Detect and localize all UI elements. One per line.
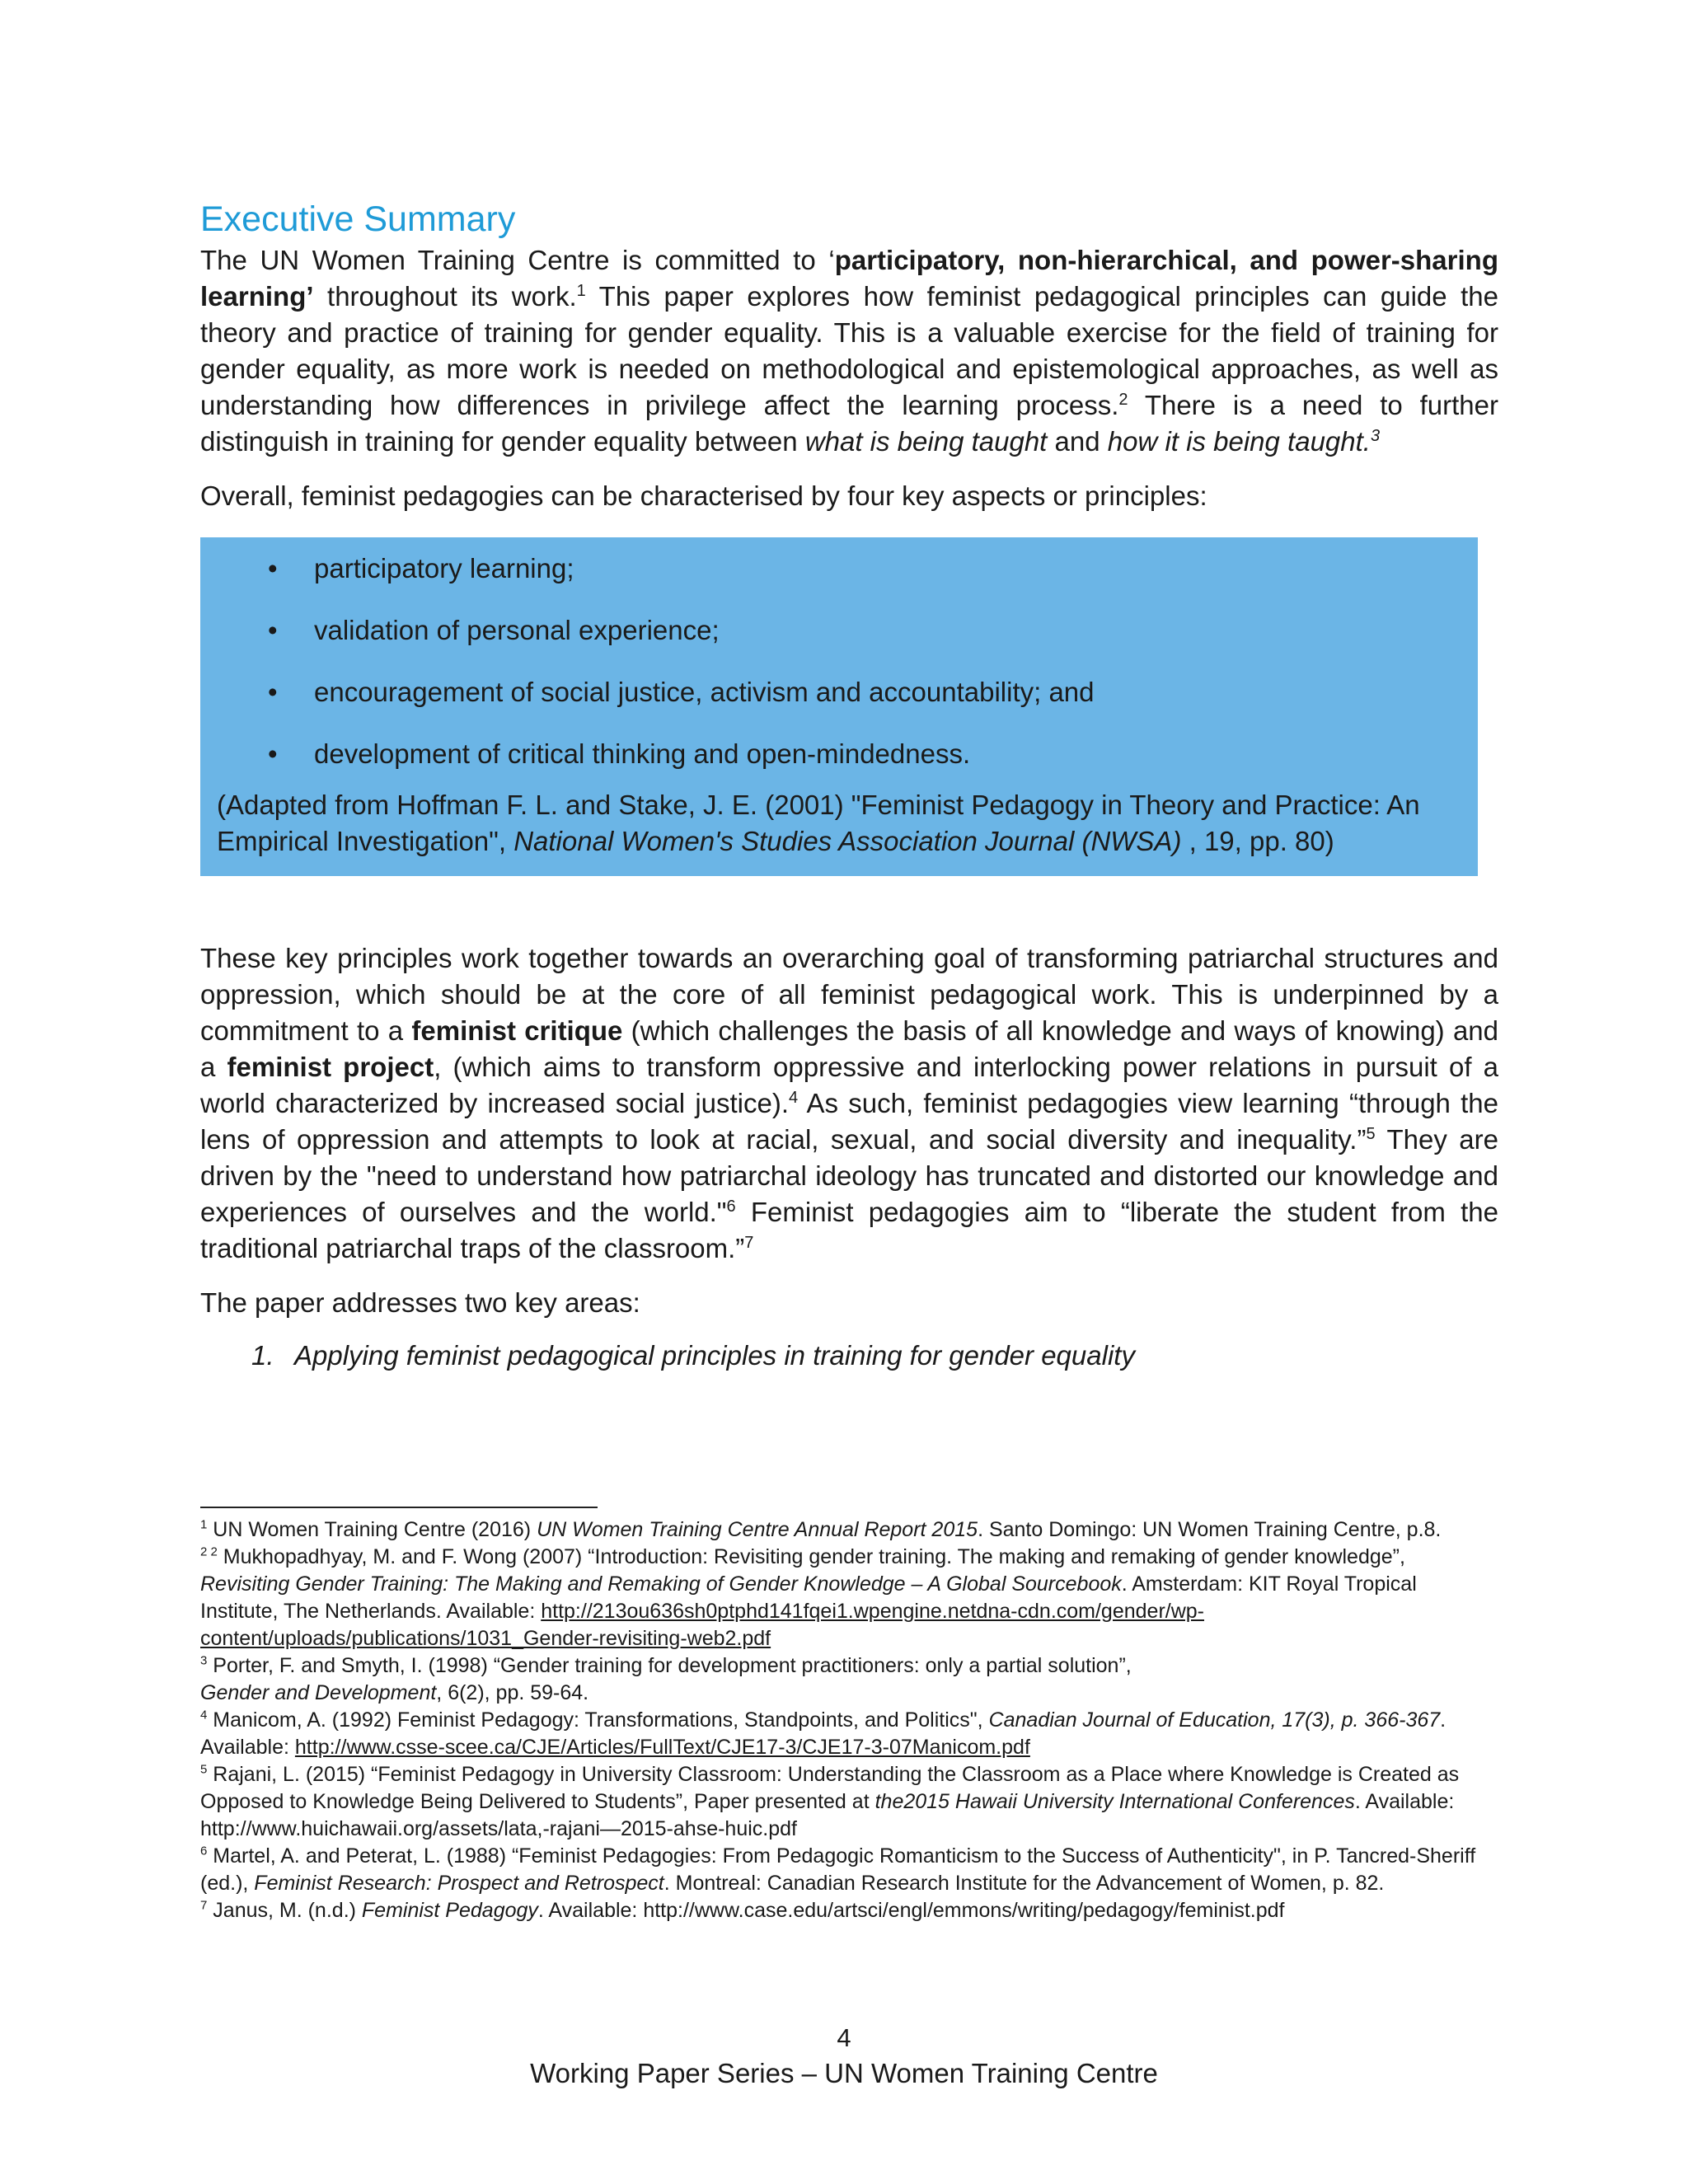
footnote-number: 5: [200, 1762, 208, 1777]
text-run: As such, feminist pedagogies view learning “through the lens of oppression and attempts to look at racial, sexual, and social diversity and inequality.”: [200, 1088, 1498, 1155]
italic-text: how it is being taught.: [1107, 426, 1371, 457]
footnote-link[interactable]: http://213ou636sh0ptphd141fqei1.wpengine.netdna-cdn.com/gender/wp-content/uploads/publications/1031_Gender-revisiting-web2.pdf: [200, 1600, 1205, 1650]
text-run: , 19, pp. 80): [1181, 826, 1334, 856]
text-run: Porter, F. and Smyth, I. (1998) “Gender training for development practitioners: only a partial solution”,: [207, 1654, 1132, 1677]
principles-list: [215, 551, 1463, 772]
emphasis-text: feminist project: [227, 1052, 434, 1082]
footnote-number: 7: [200, 1898, 208, 1913]
footnote-ref[interactable]: 3: [1370, 427, 1381, 445]
list-item: [215, 551, 1463, 587]
footnote-number: 6: [200, 1844, 208, 1858]
bullet-icon: •: [268, 738, 278, 769]
list-item-text: participatory learning;: [314, 553, 574, 583]
list-item: [215, 736, 1463, 772]
footnote-separator: [200, 1507, 598, 1508]
footnote-ref[interactable]: 4: [789, 1089, 799, 1107]
footnotes: [200, 1516, 1498, 1924]
footnote-number: 4: [200, 1708, 208, 1722]
key-areas-list: [200, 1338, 1498, 1374]
list-number: 1.: [251, 1340, 274, 1371]
text-run: There is a need to further distinguish in training for gender equality between: [200, 390, 1498, 457]
principles-intro: Overall, feminist pedagogies can be characterised by four key aspects or principles:: [200, 480, 1207, 511]
italic-text: Gender and Development: [200, 1681, 437, 1704]
principles-box: [200, 537, 1478, 876]
italic-text: Feminist Pedagogy: [361, 1899, 538, 1922]
italic-text: Feminist Research: Prospect and Retrospect: [254, 1872, 664, 1895]
journal-title: National Women's Studies Association Journal (NWSA): [513, 826, 1182, 856]
main-content: [200, 196, 1498, 1374]
italic-text: the2015 Hawaii University International Conferences: [874, 1790, 1355, 1813]
footnote-1: [200, 1516, 1498, 1544]
footnote-number: 2 2: [200, 1544, 218, 1559]
text-run: throughout its work.: [313, 281, 577, 312]
text-run: . Amsterdam: KIT Royal Tropical Institute, The Netherlands. Available:: [200, 1572, 1417, 1623]
text-run: Janus, M. (n.d.): [207, 1899, 362, 1922]
page-footer: Working Paper Series – UN Women Training Centre: [530, 2058, 1158, 2088]
list-item-text: development of critical thinking and open-mindedness.: [314, 738, 971, 769]
footnote-ref[interactable]: 7: [744, 1234, 754, 1252]
areas-intro: The paper addresses two key areas:: [200, 1287, 640, 1318]
text-run: UN Women Training Centre (2016): [207, 1518, 537, 1541]
text-run: Mukhopadhyay, M. and F. Wong (2007) “Introduction: Revisiting gender training. The making and remaking of gender knowledge”,: [217, 1545, 1405, 1568]
italic-text: what is being taught: [804, 426, 1048, 457]
text-run: . Santo Domingo: UN Women Training Centre, p.8.: [978, 1518, 1442, 1541]
text-run: The UN Women Training Centre is committed to ‘: [200, 245, 835, 275]
box-citation: [215, 787, 1463, 860]
list-item-text: encouragement of social justice, activism and accountability; and: [314, 677, 1095, 707]
page-number: 4: [837, 2023, 851, 2052]
list-item: [215, 674, 1463, 710]
footnote-number: 3: [200, 1653, 208, 1668]
text-run: . Available:: [200, 1708, 1447, 1759]
principles-paragraph: [200, 940, 1498, 1267]
footnote-link[interactable]: http://www.csse-scee.ca/CJE/Articles/FullText/CJE17-3/CJE17-3-07Manicom.pdf: [294, 1736, 1030, 1759]
bullet-icon: •: [268, 553, 278, 583]
footnote-6: [200, 1843, 1498, 1897]
section-title: Executive Summary: [200, 199, 516, 239]
list-item-text: Applying feminist pedagogical principles in training for gender equality: [294, 1340, 1135, 1371]
text-run: These key principles work together towards an overarching goal of transforming patriarchal structures and oppression, which should be at the core of all feminist pedagogical work. This is underpinned by a commitment to a: [200, 943, 1498, 1046]
list-item: [215, 612, 1463, 649]
text-run: , 6(2), pp. 59-64.: [436, 1681, 589, 1704]
text-run: , (which aims to transform oppressive and interlocking power relations in pursuit of a world characterized by increased social justice).: [200, 1052, 1499, 1118]
text-run: . Montreal: Canadian Research Institute for the Advancement of Women, p. 82.: [663, 1872, 1385, 1895]
text-run: Manicom, A. (1992) Feminist Pedagogy: Transformations, Standpoints, and Politics",: [207, 1708, 989, 1732]
footnote-3: [200, 1652, 1498, 1707]
footnote-ref[interactable]: 6: [726, 1197, 736, 1216]
footnote-5: [200, 1761, 1498, 1843]
text-run: Martel, A. and Peterat, L. (1988) “Feminist Pedagogies: From Pedagogic Romanticism to the Success of Authenticity", in P. Tancred-Sheriff (ed.),: [200, 1844, 1476, 1895]
footnote-ref[interactable]: 5: [1366, 1125, 1376, 1143]
bullet-icon: •: [268, 615, 278, 645]
text-run: (Adapted from Hoffman F. L. and Stake, J. E. (2001) "Feminist Pedagogy in Theory and Practice: An Empirical Investigation",: [217, 790, 1420, 856]
text-run: . Available: http://www.case.edu/artsci/engl/emmons/writing/pedagogy/feminist.pdf: [537, 1899, 1285, 1922]
emphasis-text: participatory, non-hierarchical, and power-sharing learning’: [200, 245, 1498, 312]
list-item-text: validation of personal experience;: [314, 615, 720, 645]
text-run: . Available: http://www.huichawaii.org/assets/lata,-rajani—2015-ahse-huic.pdf: [200, 1790, 1455, 1840]
italic-text: Revisiting Gender Training: The Making and Remaking of Gender Knowledge – A Global Sourcebook: [200, 1572, 1122, 1596]
footnote-2: [200, 1544, 1498, 1652]
intro-paragraph: [200, 242, 1498, 460]
footnote-number: 1: [200, 1517, 208, 1532]
footnote-ref[interactable]: 1: [576, 282, 586, 300]
text-run: This paper explores how feminist pedagogical principles can guide the theory and practice of training for gender equality. This is a valuable exercise for the field of training for gender equality, as more work is needed on methodological and epistemological approaches, as well as understanding how differences in privilege affect the learning process.: [200, 281, 1498, 420]
italic-text: Canadian Journal of Education, 17(3), p. 366-367: [988, 1708, 1441, 1732]
footnote-ref[interactable]: 2: [1118, 391, 1128, 409]
text-run: They are driven by the "need to understand how patriarchal ideology has truncated and distorted our knowledge and experiences of ourselves and the world.": [200, 1124, 1498, 1227]
italic-text: UN Women Training Centre Annual Report 2015: [537, 1518, 978, 1541]
footnote-7: [200, 1897, 1498, 1924]
footnote-4: [200, 1707, 1498, 1761]
text-run: (which challenges the basis of all knowledge and ways of knowing) and a: [200, 1015, 1498, 1082]
text-run: Feminist pedagogies aim to “liberate the student from the traditional patriarchal traps of the classroom.”: [200, 1197, 1498, 1263]
text-run: and: [1047, 426, 1108, 457]
bullet-icon: •: [268, 677, 278, 707]
emphasis-text: feminist critique: [411, 1015, 623, 1046]
text-run: Rajani, L. (2015) “Feminist Pedagogy in University Classroom: Understanding the Classroom as a Place where Knowledge is Created as Opposed to Knowledge Being Delivered to Students”, Paper presented at: [200, 1763, 1460, 1813]
